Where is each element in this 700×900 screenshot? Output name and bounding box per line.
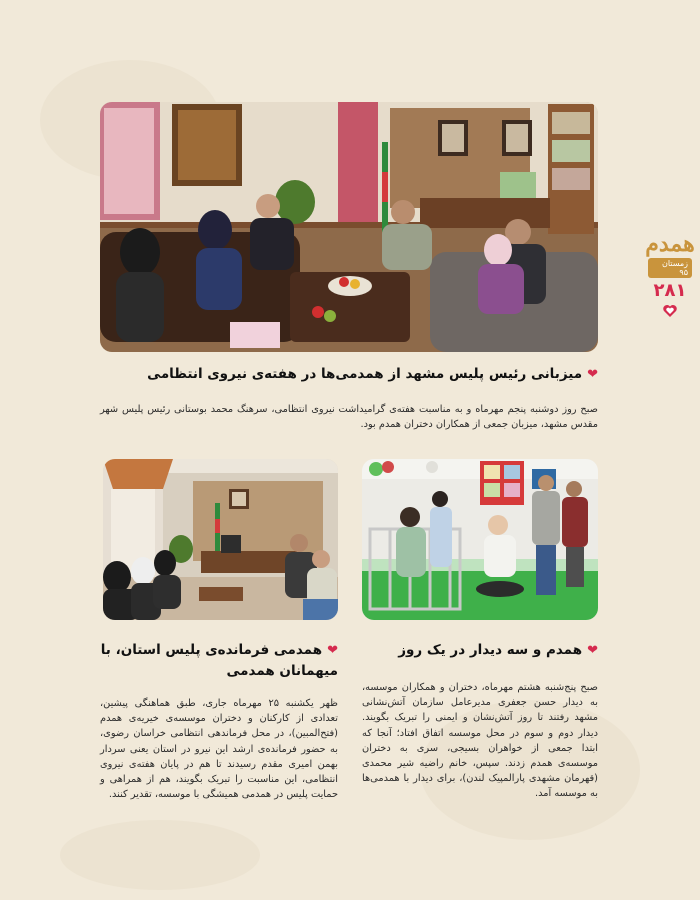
magazine-sidebar [645,231,695,319]
paper-texture [60,820,260,890]
heart-bullet-icon: ❤ [587,643,598,658]
heart-bullet-icon: ❤ [327,643,338,658]
section-1-title: میزبانی رئیس پلیس مشهد از همدمی‌ها در هفته‌ی نیروی انتظامی [147,366,583,382]
photo-three-visits [362,459,598,620]
heart-bullet-icon: ❤ [587,367,598,382]
section-1-heading [100,364,598,385]
section-1-body: صبح روز دوشنبه پنجم مهرماه و به مناسبت هفته‌ی گرامیداشت نیروی انتظامی، سرهنگ محمد بوستانی رئیس پلیس شهر مقدس مشهد، میزبان جمعی از همکاران دختران همدم بود. [100,404,598,431]
section-2-body: صبح پنج‌شنبه هشتم مهرماه، دختران و همکاران موسسه، به دیدار حسن جعفری مدیرعامل سازمان آتش‌نشانی مشهد رفتند تا روز آتش‌نشان و ایمنی را تبریک بگویند. دیدار دوم و سوم در محل موسسه اتفاق افتاد؛ آنجا که ابتدا جمعی از خواهران بسیجی، سری به دختران موسسه‌ی همدم زدند. سپس، خانم راضیه شیر محمدی (قهرمان مشهدی پارالمپیک لندن)، برای دیدار با همدمی‌ها به موسسه آمد. [362,682,598,800]
section-3-body: ظهر یکشنبه ۲۵ مهرماه جاری، طبق هماهنگی پیشین، تعدادی از کارکنان و دختران موسسه‌ی خیریه‌ی همدم (فتح‌المبین)، در محل فرماندهی انتظامی خراسان رضوی، به حضور فرمانده‌ی ارشد این نیرو در استان یعنی سردار بهمن امیری مقدم رسیدند تا هم در پایان هفته‌ی نیروی انتظامی، این مناسبت را تبریک بگویند، هم از همراهی و حمایت پلیس در همدمی همیشگی با موسسه، تقدیر کنند. [100,698,338,801]
section-3-heading [100,640,338,681]
page-number: ۲۸۱ [653,280,687,301]
issue-season: زمستان ۹۵ [648,258,692,278]
photo-police-chief-meeting [100,102,598,352]
section-2-heading [362,640,598,661]
section-2-title: همدم و سه دیدار در یک روز [398,642,583,658]
magazine-logo: همدم [645,231,695,257]
section-3-title: همدمی فرمانده‌ی پلیس استان، با میهمانان همدمی [100,642,338,679]
photo-police-commander [103,459,338,620]
heart-icon [662,303,678,319]
